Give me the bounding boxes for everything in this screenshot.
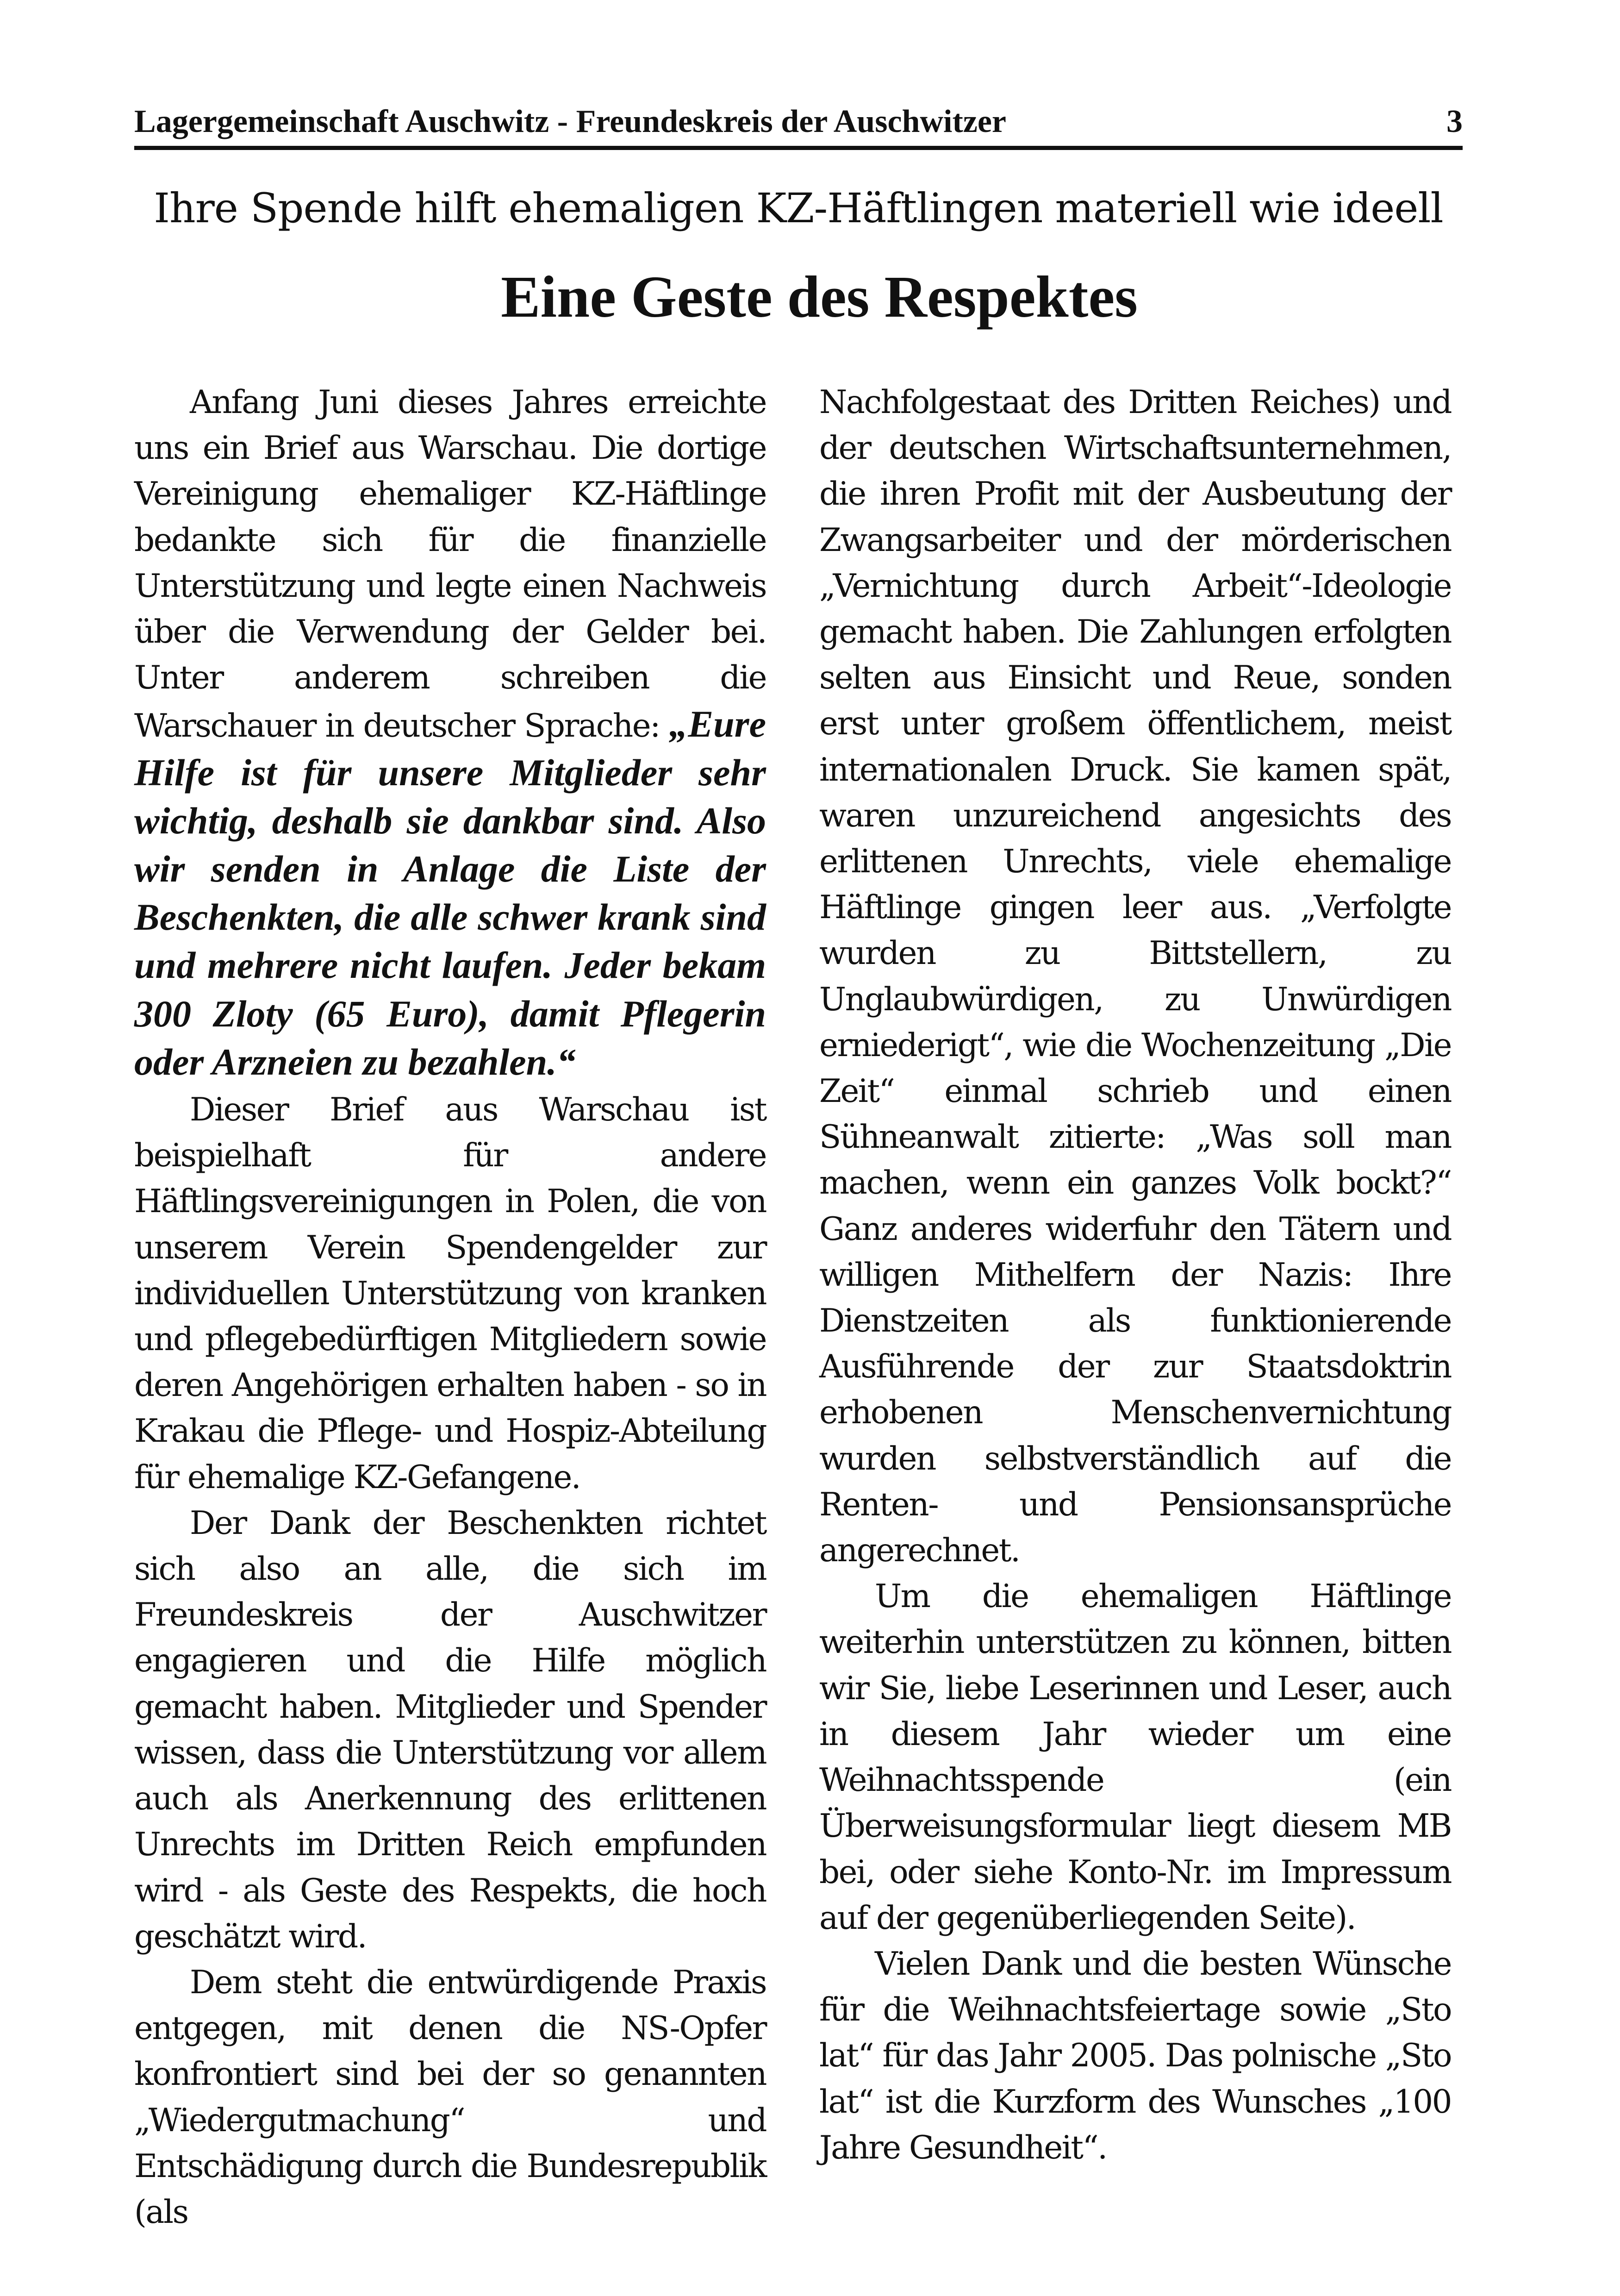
- publication-title: Lagergemeinschaft Auschwitz - Freundeskreis der Auschwitzer: [134, 104, 1006, 139]
- left-column: [134, 380, 766, 2235]
- paragraph-1: [134, 380, 766, 1087]
- running-header: [134, 100, 1463, 150]
- paragraph-4: Dem steht die entwürdigende Praxis entgegen, mit denen die NS-Opfer konfrontiert sind bei der so genannten „Wiedergutmachung“ und Entschädigung durch die Bundesrepublik (als: [134, 1964, 766, 2231]
- paragraph-6: Vielen Dank und die besten Wünsche für die Weihnachtsfeiertage sowie „Sto lat“ für das Jahr 2005. Das polnische „Sto lat“ ist die Kurzform des Wunsches „100 Jahre Gesundheit“.: [819, 1945, 1451, 2166]
- paragraph-5: Um die ehemaligen Häftlinge weiterhin unterstützen zu können, bitten wir Sie, liebe Leserinnen und Leser, auch in diesem Jahr wieder um eine Weihnachtsspende (ein Überweisungsformular liegt diesem MB bei, oder siehe Konto-Nr. im Impressum auf der gegenüberliegenden Seite).: [819, 1578, 1451, 1937]
- paragraph-2: Dieser Brief aus Warschau ist beispielhaft für andere Häftlingsvereinigungen in Polen, die von unserem Verein Spendengelder zur individuellen Unterstützung von kranken und pflegebedürftigen Mitgliedern sowie deren Angehörigen erhalten haben - so in Krakau die Pflege- und Hospiz-Abteilung für ehemalige KZ-Gefangene.: [134, 1091, 766, 1496]
- paragraph-3: Der Dank der Beschenkten richtet sich also an alle, die sich im Freundeskreis der Auschwitzer engagieren und die Hilfe möglich gemacht haben. Mitglieder und Spender wissen, dass die Unterstützung vor allem auch als Anerkennung des erlittenen Unrechts im Dritten Reich empfunden wird - als Geste des Respekts, die hoch geschätzt wird.: [134, 1504, 766, 1955]
- newsletter-page: [134, 100, 1463, 2231]
- page-number: 3: [1446, 104, 1463, 139]
- paragraph-4-continued: Nachfolgestaat des Dritten Reiches) und der deutschen Wirtschaftsunternehmen, die ihren Profit mit der Ausbeutung der Zwangsarbeiter und der mörderischen „Vernichtung durch Arbeit“-Ideologie gemacht haben. Die Zahlungen erfolgten selten aus Einsicht und Reue, sonden erst unter großem öffentlichem, meist internationalen Druck. Sie kamen spät, waren unzureichend angesichts des erlittenen Unrechts, viele ehemalige Häftlinge gingen leer aus. „Verfolgte wurden zu Bittstellern, zu Unglaubwürdigen, zu Unwürdigen erniederigt“, wie die Wochenzeitung „Die Zeit“ einmal schrieb und einen Sühneanwalt zitierte: „Was soll man machen, wenn ein ganzes Volk bockt?“ Ganz anderes widerfuhr den Tätern und willigen Mithelfern der Nazis: Ihre Dienstzeiten als funktionierende Ausführende der zur Staatsdoktrin erhobenen Menschenvernichtung wurden selbstverständlich auf die Renten- und Pensionsansprüche angerechnet.: [819, 384, 1451, 1570]
- article-kicker: Ihre Spende hilft ehemaligen KZ-Häftlingen materiell wie ideell: [154, 184, 1443, 232]
- warsaw-letter-quote: „Eure Hilfe ist für unsere Mitglieder sehr wichtig, deshalb sie dankbar sind. Also wir senden in Anlage die Liste der Beschenkten, die alle schwer krank sind und mehrere nicht laufen. Jeder bekam 300 Zloty (65 Euro), damit Pflegerin oder Arzneien zu bezahlen.“: [134, 703, 766, 1083]
- right-column: [819, 380, 1451, 2171]
- paragraph-1-text: Anfang Juni dieses Jahres erreichte uns ein Brief aus Warschau. Die dortige Vereinigung ehemaliger KZ-Häftlinge bedankte sich für die finanzielle Unterstützung und legte einen Nachweis über die Verwendung der Gelder bei. Unter anderem schreiben die Warschauer in deutscher Sprache:: [134, 384, 766, 745]
- article-headline: Eine Geste des Respektes: [501, 264, 1138, 330]
- article-body: [134, 380, 1463, 2231]
